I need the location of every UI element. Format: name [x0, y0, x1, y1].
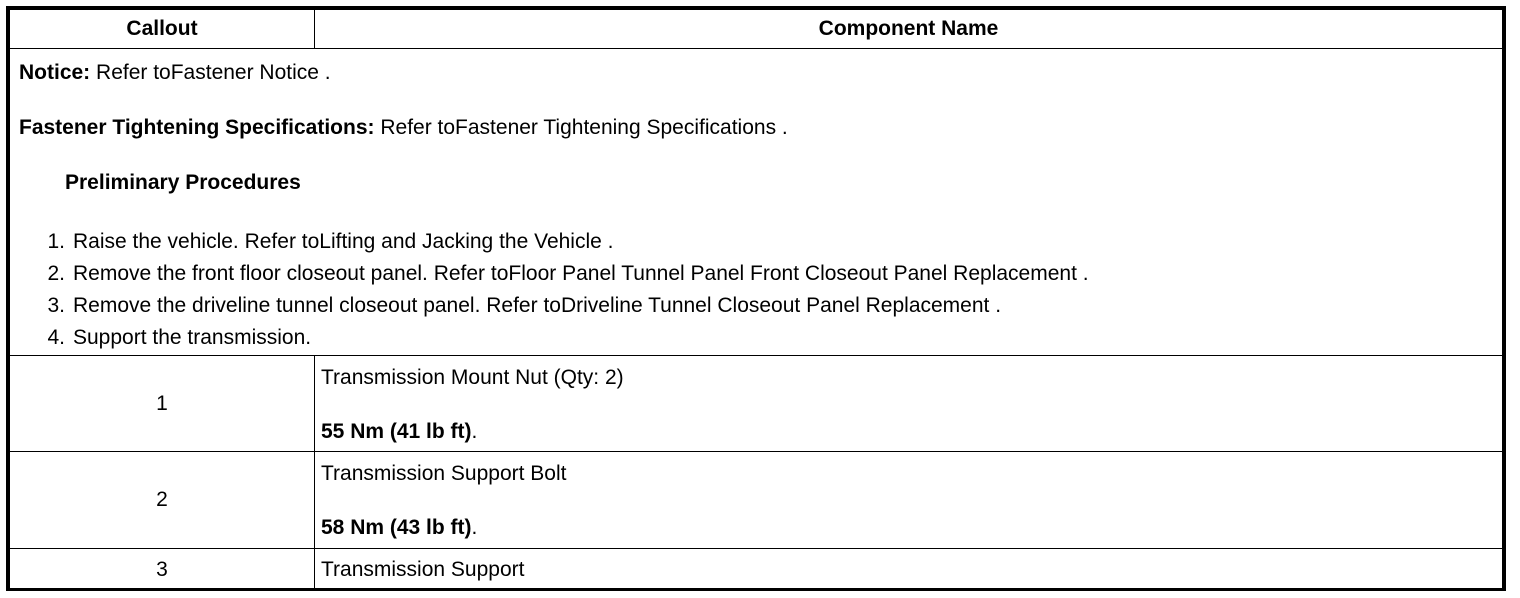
component-table: [9, 9, 1503, 591]
step-text: Remove the front floor closeout panel. Refer toFloor Panel Tunnel Panel Front Closeout Panel Replacement .: [73, 262, 1089, 285]
component-name-header: Component Name: [315, 10, 1503, 49]
step-number: 2.: [47, 262, 65, 285]
torque-value: 58 Nm (43 lb ft): [321, 516, 472, 539]
torque-suffix: .: [471, 516, 478, 539]
step-text: Raise the vehicle. Refer toLifting and Jacking the Vehicle .: [73, 230, 614, 253]
callout-cell: 1: [10, 356, 315, 452]
torque-suffix: .: [471, 420, 478, 443]
notice-line: [19, 61, 331, 85]
step-item: [19, 322, 1089, 354]
component-cell: [315, 452, 1503, 549]
table-row: [10, 356, 1503, 452]
component-name: Transmission Support Bolt: [321, 462, 567, 485]
fastener-specs-label: Fastener Tightening Specifications:: [19, 116, 375, 139]
intro-cell: [10, 49, 1503, 356]
notice-label: Notice:: [19, 61, 91, 84]
table-row: [10, 452, 1503, 549]
callout-cell: 2: [10, 452, 315, 549]
step-number: 4.: [47, 326, 65, 349]
torque-spec: [321, 390, 1502, 444]
callout-cell: 3: [10, 549, 315, 591]
component-name: Transmission Mount Nut (Qty: 2): [321, 366, 624, 389]
torque-value: 55 Nm (41 lb ft): [321, 420, 472, 443]
header-row: [10, 10, 1503, 49]
step-item: [19, 258, 1089, 290]
fastener-specs-line: [19, 116, 788, 140]
component-cell: [315, 549, 1503, 591]
table-row: [10, 549, 1503, 591]
step-text: Remove the driveline tunnel closeout panel. Refer toDriveline Tunnel Closeout Panel Replacement .: [73, 294, 1002, 317]
step-number: 1.: [47, 230, 65, 253]
component-table-frame: [6, 6, 1506, 591]
step-text: Support the transmission.: [73, 326, 312, 349]
callout-header: Callout: [10, 10, 315, 49]
step-item: [19, 290, 1089, 322]
intro-row: [10, 49, 1503, 356]
torque-spec: [321, 486, 1502, 540]
fastener-specs-text: Refer toFastener Tightening Specifications .: [374, 116, 788, 139]
step-number: 3.: [47, 294, 65, 317]
component-cell: [315, 356, 1503, 452]
component-name: Transmission Support: [321, 557, 525, 581]
procedure-steps: [19, 226, 1089, 354]
step-item: [19, 226, 1089, 258]
notice-text: Refer toFastener Notice .: [90, 61, 331, 84]
preliminary-procedures-title: Preliminary Procedures: [65, 171, 301, 194]
